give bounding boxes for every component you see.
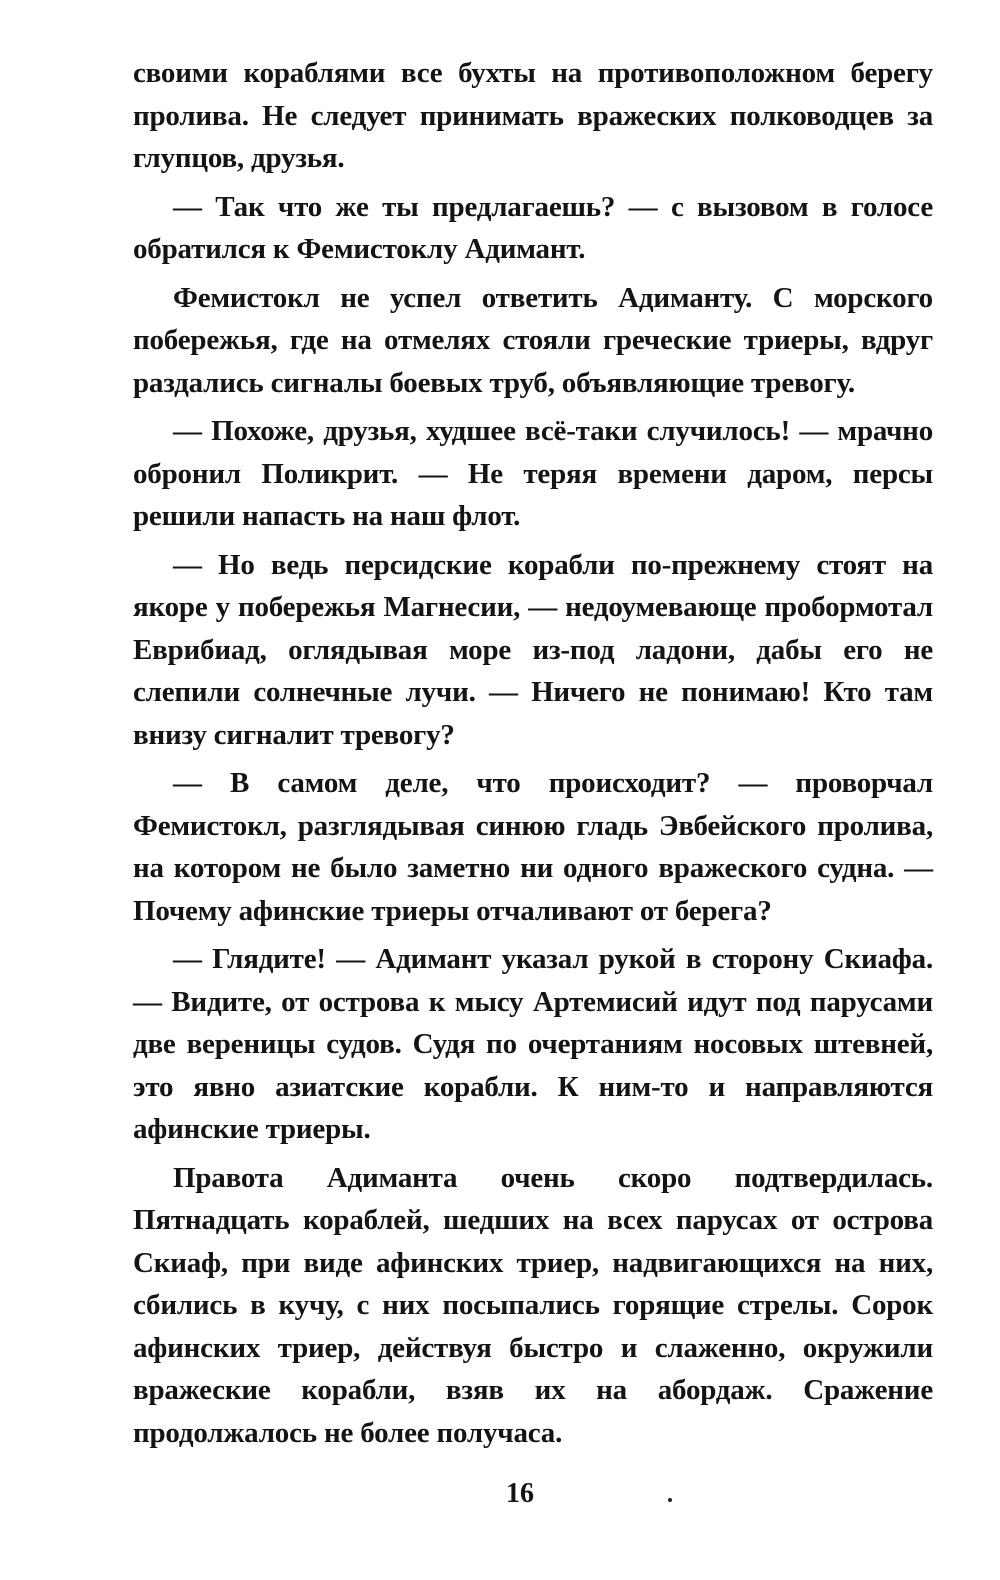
- paragraph-1: своими кораблями все бухты на противоположном берегу пролива. Не следует принимать вражеских полководцев за глупцов, друзья.: [133, 57, 933, 174]
- paragraph-2: — Так что же ты предлагаешь? — с вызовом в голосе обратился к Фемистоклу Адимант.: [133, 190, 933, 265]
- paragraph-4: — Похоже, друзья, худшее всё-таки случилось! — мрачно обронил Поликрит. — Не теряя времени даром, персы решили напасть на наш флот.: [133, 415, 933, 532]
- paragraph-7: — Глядите! — Адимант указал рукой в сторону Скиафа. — Видите, от острова к мысу Артемисий идут под парусами две вереницы судов. Судя по очертаниям носовых штевней, это явно азиатские корабли. К ним-то и направляются афинские триеры.: [133, 943, 933, 1145]
- paragraph-8: Правота Адиманта очень скоро подтвердилась. Пятнадцать кораблей, шедших на всех парусах от острова Скиаф, при виде афинских триер, надвигающихся на них, сбились в кучу, с них посыпались горящие стрелы. Сорок афинских триер, действуя быстро и слаженно, окружили вражеские корабли, взяв их на абордаж. Сражение продолжалось не более получаса.: [133, 1161, 933, 1449]
- paragraph-5: — Но ведь персидские корабли по-прежнему стоят на якоре у побережья Магнесии, — недоумевающе пробормотал Еврибиад, оглядывая море из-под ладони, дабы его не слепили солнечные лучи. — Ничего не понимаю! Кто там внизу сигналит тревогу?: [133, 548, 933, 751]
- body-text: [133, 52, 933, 1460]
- paragraph-3: Фемистокл не успел ответить Адиманту. С морского побережья, где на отмелях стояли греческие триеры, вдруг раздались сигналы боевых труб, объявляющие тревогу.: [133, 281, 933, 399]
- paragraph-6: — В самом деле, что происходит? — проворчал Фемистокл, разглядывая синюю гладь Эвбейского пролива, на котором не было заметно ни одного вражеского судна. — Почему афинские триеры отчаливают от берега?: [133, 767, 933, 927]
- page-number: 16: [506, 1478, 534, 1509]
- print-speck: [668, 1498, 672, 1502]
